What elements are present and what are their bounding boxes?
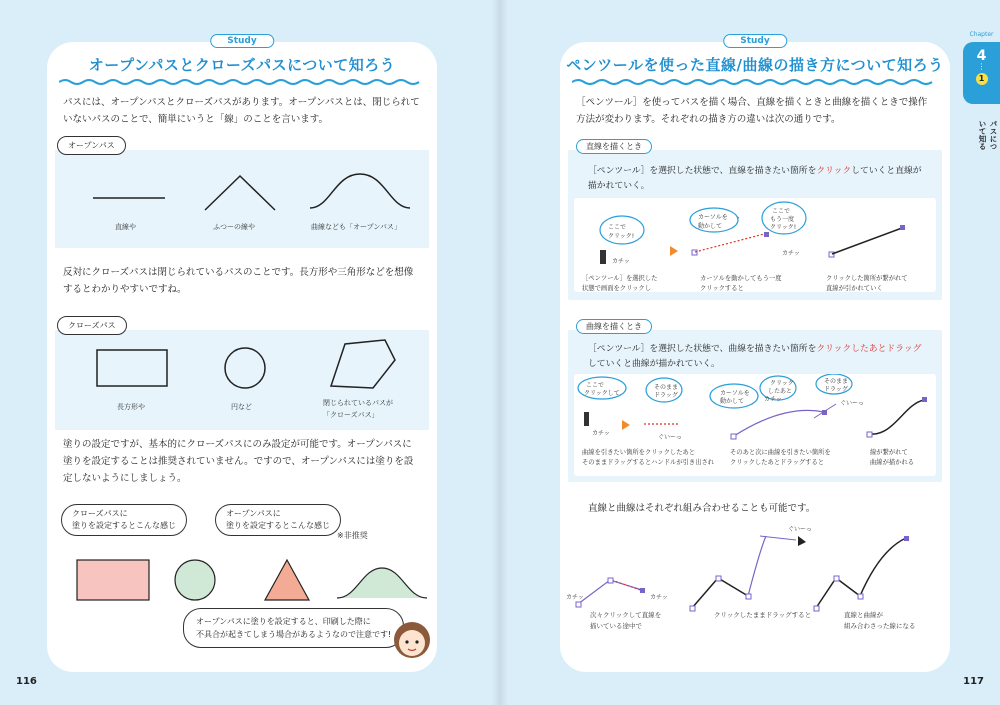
not-recommended-label: ※非推奨 <box>337 531 368 540</box>
open-fill-bubble-line1: オープンパスに <box>226 509 281 518</box>
open-fill-bubble-line2: 塗りを設定するとこんな感じ <box>226 521 330 530</box>
closed-caption-3: 閉じられているパスが <box>323 399 393 407</box>
intro-paragraph: パスには、オープンパスとクローズパスがあります。オープンパスとは、閉じられていないパスのことで、簡単にいうと「線」のことを言います。 <box>63 97 420 125</box>
curve-bubble-4: ドラッグ <box>654 392 678 399</box>
closed-fill-bubble-line2: 塗りを設定するとこんな感じ <box>72 521 176 530</box>
curve-bubble-8: したあと <box>768 388 793 395</box>
title-wave-underline <box>59 78 425 86</box>
right-card <box>560 36 950 672</box>
curve-caption-3b: 曲線が描かれる <box>870 459 915 466</box>
chapter-label: Chapter <box>969 31 994 38</box>
closed-path-bubble: クローズパス <box>57 316 127 335</box>
page-title: オープンパスとクローズパスについて知ろう <box>88 56 396 74</box>
curve-text-red: クリックしたあとドラッグ <box>816 344 922 354</box>
chapter-sub-number: 1 <box>976 73 988 85</box>
curve-bubble-6: 動かして <box>720 398 745 405</box>
curve-caption-2b: クリックしたあとドラッグすると <box>730 459 825 466</box>
combo-caption-2: クリックしたままドラッグすると <box>714 611 812 619</box>
curve-section <box>568 330 942 482</box>
curve-katchi-2: カチッ <box>764 396 782 403</box>
katchi-2: カチッ <box>782 250 800 257</box>
straight-caption-3a: クリックした箇所が繋がれて <box>826 275 908 282</box>
open-fill-bubble <box>215 504 341 536</box>
curve-section-label: 曲線を描くとき <box>576 319 652 334</box>
straight-text <box>588 164 928 194</box>
closed-paragraph: 反対にクローズパスは閉じられているパスのことです。長方形や三角形などを想像するとわかりやすいですね。 <box>63 267 414 295</box>
open-caption-3: 曲線なども「オープンパス」 <box>311 223 401 231</box>
closed-fill-bubble-line1: クローズパスに <box>72 509 128 518</box>
straight-illustration <box>574 198 936 292</box>
curve-caption-1 <box>582 448 714 468</box>
curve-guii-2: ぐいーっ <box>840 400 864 407</box>
closed-caption-1: 長方形や <box>117 403 145 411</box>
straight-section <box>568 150 942 300</box>
fill-paragraph: 塗りの設定ですが、基本的にクローズパスにのみ設定が可能です。オープンパスに塗りを設定することは推奨されていません。ですので、オープンパスには塗りを設定しないようにしましょう。 <box>63 439 414 484</box>
curve-bubble-1: ここで <box>586 382 605 389</box>
closed-fill-bubble <box>61 504 187 536</box>
open-path-shapes <box>55 150 429 248</box>
bubble-koko2: ここで <box>772 208 791 215</box>
intro-paragraph: ［ペンツール］を使ってパスを描く場合、直線を描くときと曲線を描くときで操作方法が変わります。それぞれの描き方の違いは次の通りです。 <box>576 97 928 125</box>
curve-katchi-1: カチッ <box>592 430 610 437</box>
straight-caption-3 <box>826 274 908 294</box>
curve-caption-3 <box>870 448 914 468</box>
combo-caption-1 <box>590 610 661 632</box>
curve-text-b: していくと曲線が描かれていく。 <box>588 359 720 369</box>
curve-bubble-7: クリック <box>770 380 794 387</box>
straight-section-label: 直線を描くとき <box>576 139 652 154</box>
open-path-panel <box>55 150 429 248</box>
straight-caption-2a: カーソルを動かしてもう一度 <box>700 275 782 282</box>
page-number-left: 116 <box>16 676 37 687</box>
chapter-vertical-title: パスについて知る <box>978 120 998 150</box>
straight-caption-1a: ［ペンツール］を選択した <box>582 275 658 282</box>
left-card <box>47 36 437 672</box>
page-title: ペンツールを使った直線/曲線の描き方について知ろう <box>566 56 944 74</box>
curve-bubble-10: ドラッグ <box>824 386 848 393</box>
straight-caption-1 <box>582 274 657 294</box>
curve-bubble-2: クリックして <box>584 390 620 397</box>
chapter-dots: ⋮ <box>977 62 986 71</box>
curve-illustration <box>574 374 936 476</box>
bubble-cursor: カーソルを <box>698 214 728 221</box>
open-path-bubble: オープンパス <box>57 136 126 155</box>
combo-caption-3a: 直線と曲線が <box>844 611 883 619</box>
straight-caption-2 <box>700 274 782 294</box>
curve-caption-1b: そのままドラッグするとハンドルが引き出され <box>582 459 715 466</box>
combo-caption-1b: 描いている途中で <box>590 622 642 630</box>
open-caption-1: 直線や <box>115 223 136 231</box>
bubble-click: クリック! <box>608 233 635 240</box>
chapter-number: 4 <box>976 48 987 64</box>
combo-katchi-1: カチッ <box>566 594 584 601</box>
chapter-tab-top <box>963 31 1000 104</box>
katchi-1: カチッ <box>612 258 630 265</box>
bubble-click2: クリック! <box>770 224 797 231</box>
page-number-right: 117 <box>963 676 984 687</box>
warning-note-line2: 不具合が起きてしまう場合があるようなので注意です! <box>196 630 392 639</box>
warning-note-bubble <box>183 608 404 648</box>
combo-guii: ぐいーっ <box>788 526 812 533</box>
open-caption-2: ふつーの線や <box>213 223 255 231</box>
bubble-again: もう一度 <box>770 216 795 223</box>
curve-bubble-5: カーソルを <box>720 390 750 397</box>
warning-note-line1: オープンパスに塗りを設定すると、印刷した際に <box>196 617 371 626</box>
title-wave-underline <box>572 78 938 86</box>
combo-text: 直線と曲線はそれぞれ組み合わせることも可能です。 <box>588 503 816 514</box>
combo-caption-3b: 組み合わさった線になる <box>844 622 916 630</box>
curve-guii-1: ぐいーっ <box>658 434 682 441</box>
combo-caption-1a: 次々クリックして直線を <box>590 611 662 619</box>
combo-caption-3 <box>844 610 916 632</box>
study-badge: Study <box>210 34 274 48</box>
closed-path-panel <box>55 330 429 430</box>
bubble-koko: ここで <box>608 224 627 231</box>
combo-katchi-2: カチッ <box>650 594 668 601</box>
book-gutter <box>492 0 508 705</box>
curve-caption-2 <box>730 448 831 468</box>
straight-caption-3b: 直線が引かれていく <box>826 285 883 292</box>
curve-bubble-9: そのまま <box>824 378 849 385</box>
curve-caption-2a: そのあと次に曲線を引きたい箇所を <box>730 449 831 456</box>
straight-text-red: クリック <box>816 166 852 176</box>
curve-caption-1a: 曲線を引きたい箇所をクリックしたあと <box>582 449 696 456</box>
closed-caption-2: 円など <box>231 403 252 411</box>
bubble-move: 動かして <box>698 223 723 230</box>
curve-text <box>588 342 928 372</box>
study-badge: Study <box>723 34 787 48</box>
straight-caption-2b: クリックすると <box>700 285 744 292</box>
chapter-tab[interactable] <box>963 31 1000 152</box>
curve-text-a: ［ペンツール］を選択した状態で、曲線を描きたい箇所を <box>588 344 817 354</box>
closed-caption-4: 「クローズパス」 <box>323 411 379 419</box>
straight-caption-1b: 状態で画面をクリックし <box>582 285 652 292</box>
straight-text-a: ［ペンツール］を選択した状態で、直線を描きたい箇所を <box>588 166 817 176</box>
straight-text-b: していくと直線が描かれていく。 <box>588 166 922 191</box>
curve-bubble-3: そのまま <box>654 384 679 391</box>
character-avatar <box>391 618 433 660</box>
curve-caption-3a: 線が繋がれて <box>870 449 908 456</box>
fill-examples <box>47 554 437 614</box>
right-page <box>500 0 1000 705</box>
